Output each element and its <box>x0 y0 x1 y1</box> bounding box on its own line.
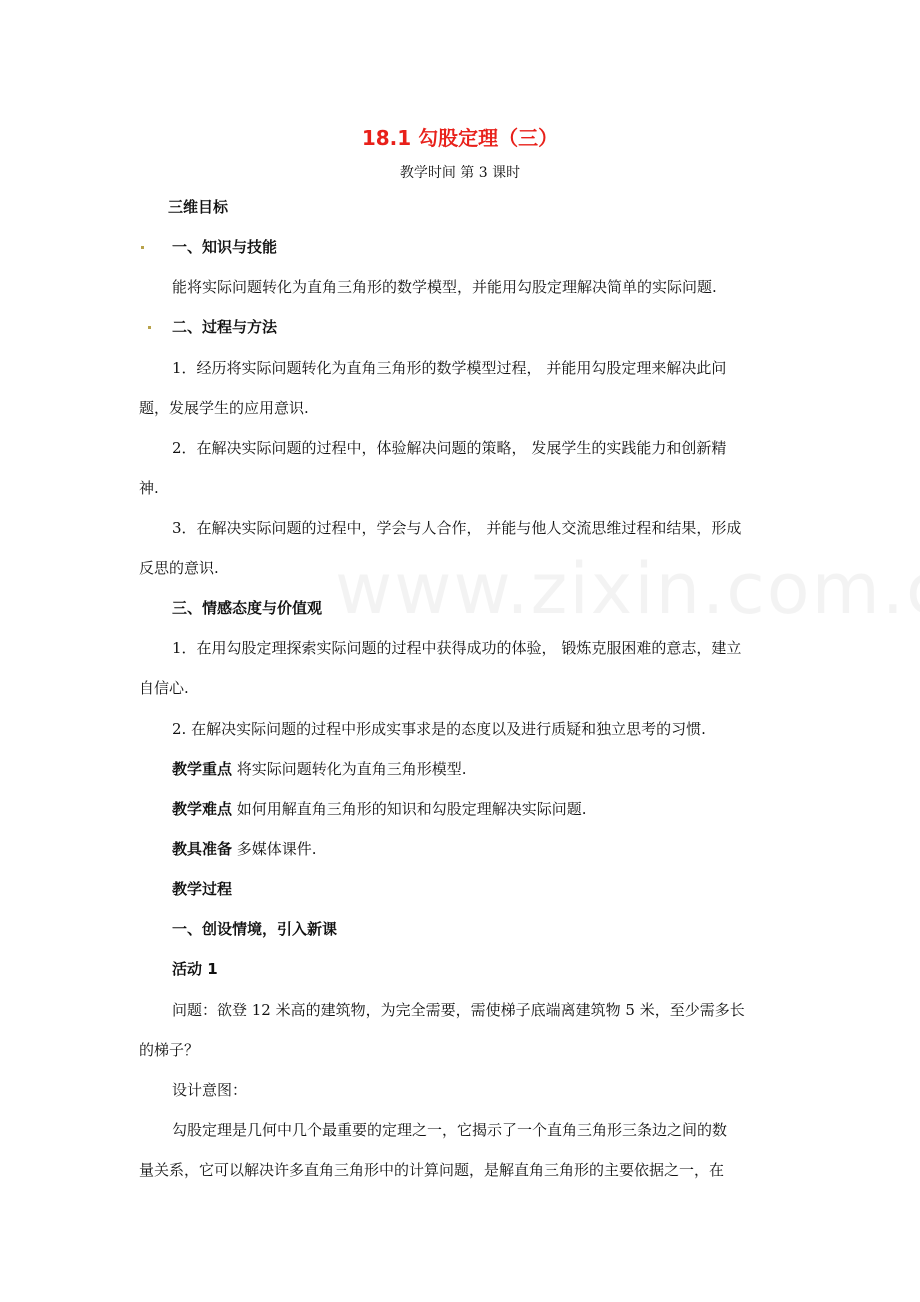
section1-text: 能将实际问题转化为直角三角形的数学模型，并能用勾股定理解决简单的实际问题. <box>172 278 717 296</box>
question-text-cont: 的梯子？ <box>139 1041 200 1059</box>
page-title: 18.1 勾股定理（三） <box>361 126 559 150</box>
watermark <box>335 548 920 630</box>
key-point-text: 将实际问题转化为直角三角形模型. <box>232 760 467 778</box>
section2-item2-cont: 神. <box>139 479 159 497</box>
lesson-time: 教学时间 第 3 课时 <box>399 165 521 181</box>
activity-heading: 活动 1 <box>172 960 218 978</box>
materials-label: 教具准备 <box>172 840 233 858</box>
key-point-label: 教学重点 <box>172 760 233 778</box>
paragraph-line-cont: 量关系，它可以解决许多直角三角形中的计算问题，是解直角三角形的主要依据之一，在 <box>139 1161 725 1179</box>
section1-heading: 一、知识与技能 <box>172 238 278 256</box>
difficulty <box>172 798 587 819</box>
question-text: 问题：欲登 12 米高的建筑物，为完全需要，需使梯子底端离建筑物 5 米，至少需多长 <box>172 1001 745 1019</box>
section2-heading: 二、过程与方法 <box>172 318 278 336</box>
materials-text: 多媒体课件. <box>232 840 317 858</box>
key-point <box>172 758 467 779</box>
paragraph-line: 勾股定理是几何中几个最重要的定理之一，它揭示了一个直角三角形三条边之间的数 <box>172 1121 728 1139</box>
section2-item1-cont: 题，发展学生的应用意识. <box>139 399 309 417</box>
section3-item1-cont: 自信心. <box>139 679 189 697</box>
section2-item1: 1．经历将实际问题转化为直角三角形的数学模型过程， 并能用勾股定理来解决此问 <box>172 359 727 377</box>
process-heading: 教学过程 <box>172 880 233 898</box>
difficulty-label: 教学难点 <box>172 800 233 818</box>
goals-heading: 三维目标 <box>168 198 229 216</box>
section3-item1: 1．在用勾股定理探索实际问题的过程中获得成功的体验， 锻炼克服困难的意志，建立 <box>172 639 742 657</box>
difficulty-text: 如何用解直角三角形的知识和勾股定理解决实际问题. <box>232 800 587 818</box>
section3-item2: 2. 在解决实际问题的过程中形成实事求是的态度以及进行质疑和独立思考的习惯. <box>172 720 706 738</box>
section2-item3-cont: 反思的意识. <box>139 559 219 577</box>
materials <box>172 838 317 859</box>
bullet-mark <box>141 246 144 249</box>
section2-item2: 2．在解决实际问题的过程中，体验解决问题的策略， 发展学生的实践能力和创新精 <box>172 439 727 457</box>
section3-heading: 三、情感态度与价值观 <box>172 599 323 617</box>
bullet-mark <box>148 326 151 329</box>
section2-item3: 3．在解决实际问题的过程中，学会与人合作， 并能与他人交流思维过程和结果，形成 <box>172 519 742 537</box>
part1-heading: 一、创设情境，引入新课 <box>172 920 338 938</box>
design-intent-label: 设计意图： <box>172 1081 248 1099</box>
